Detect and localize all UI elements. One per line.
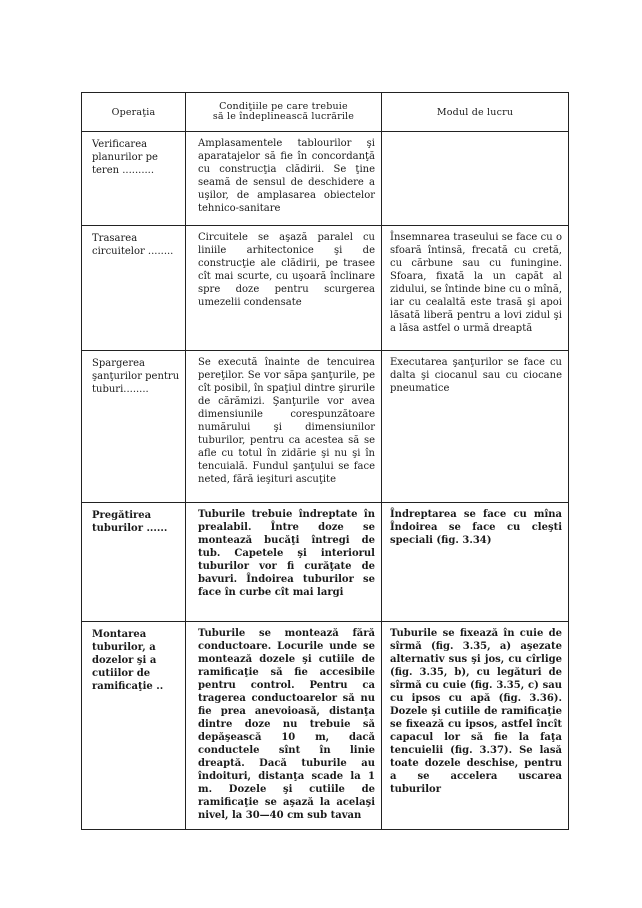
row-conditii: Amplasamentele tablourilor şi aparatajelor să fie în concordanţă cu construcţia clădirii. Se ţine seamă de sensul de deschidere a uşilor, de amplasarea obiectelor tehnico-sanitare — [198, 138, 375, 214]
header-conditii-line2: să le îndeplinească lucrările — [212, 111, 355, 122]
row-conditii: Tuburile trebuie îndreptate în prealabil. Între doze se montează bucăţi întregi de tub. Capetele şi interiorul tuburilor vor fi curăţate de bavuri. Îndoirea tuburilor se face în curbe cît mai largi — [198, 509, 375, 598]
table-row — [82, 503, 569, 622]
table-header-row — [82, 93, 569, 132]
table-row — [82, 132, 569, 226]
row-modul: Însemnarea traseului se face cu o sfoară întinsă, frecată cu cretă, cu cărbune sau cu funingine. Sfoara, fixată la un capăt al zidului, se întinde bine cu o mînă, iar cu cealaltă este trasă şi apoi lăsată liberă pentru a lovi zidul şi a lăsa astfel o urmă dreaptă — [390, 232, 562, 334]
row-conditii: Se execută înainte de tencuirea pereţilor. Se vor săpa şanţurile, pe cît posibil, în spaţiul dintre şirurile de cărămizi. Şanţurile vor avea dimensiunile corespunzătoare numărului şi dimensiunilor tuburilor, pentru ca acestea să se afle cu totul în zidărie şi nu şi în tencuială. Fundul şanţului se face neted, fără ieşituri ascuţite — [198, 357, 375, 485]
header-operatia: Operaţia — [82, 93, 186, 132]
table-row — [82, 351, 569, 503]
header-conditii-line1: Condiţiile pe care trebuie — [219, 101, 348, 112]
row-operatia: Trasarea circuitelor ........ — [92, 233, 174, 257]
row-modul: Executarea şanţurilor se face cu dalta şi ciocanul sau cu ciocane pneumatice — [390, 357, 562, 394]
table-row — [82, 622, 569, 830]
row-modul: Îndreptarea se face cu mîna Îndoirea se face cu cleşti speciali (fig. 3.34) — [390, 509, 562, 546]
row-conditii: Tuburile se montează fără conductoare. Locurile unde se montează dozele şi cutiile de ramificaţie să fie accesibile pentru control. Pentru ca tragerea conductoarelor să nu fie prea anevoioasă, distanţa dintre doze nu trebuie să depăşească 10 m, dacă conductele sînt în linie dreaptă. Dacă tuburile au îndoituri, distanţa scade la 1 m. Dozele şi cutiile de ramificaţie se aşază la acelaşi nivel, la 30—40 cm sub tavan — [198, 628, 375, 821]
row-operatia: Montarea tuburilor, a dozelor şi a cutiilor de ramificaţie .. — [92, 629, 164, 692]
operations-table — [81, 92, 569, 830]
table-row — [82, 226, 569, 351]
row-operatia: Spargerea şanţurilor pentru tuburi........ — [92, 358, 180, 395]
row-modul — [382, 132, 568, 141]
row-conditii: Circuitele se aşază paralel cu liniile arhitectonice şi de construcţie ale clădirii, pe trasee cît mai scurte, cu uşoară înclinare spre doze pentru scurgerea umezelii condensate — [198, 232, 375, 308]
row-operatia: Verificarea planurilor pe teren .......... — [92, 139, 158, 176]
row-operatia: Pregătirea tuburilor ...... — [92, 510, 168, 534]
row-modul: Tuburile se fixează în cuie de sîrmă (fig. 3.35, a) aşezate alternativ sus şi jos, cu cîrlige (fig. 3.35, b), cu legături de sîrmă cu cuie (fig. 3.35, c) sau cu ipsos cu apă (fig. 3.36). Dozele şi cutiile de ramificaţie se fixează cu ipsos, astfel încît capacul lor să fie la faţa tencuielii (fig. 3.37). Se lasă toate dozele deschise, pentru a se accelera uscarea tuburilor — [390, 628, 562, 795]
header-conditii — [186, 93, 382, 132]
header-modul: Modul de lucru — [382, 93, 569, 132]
